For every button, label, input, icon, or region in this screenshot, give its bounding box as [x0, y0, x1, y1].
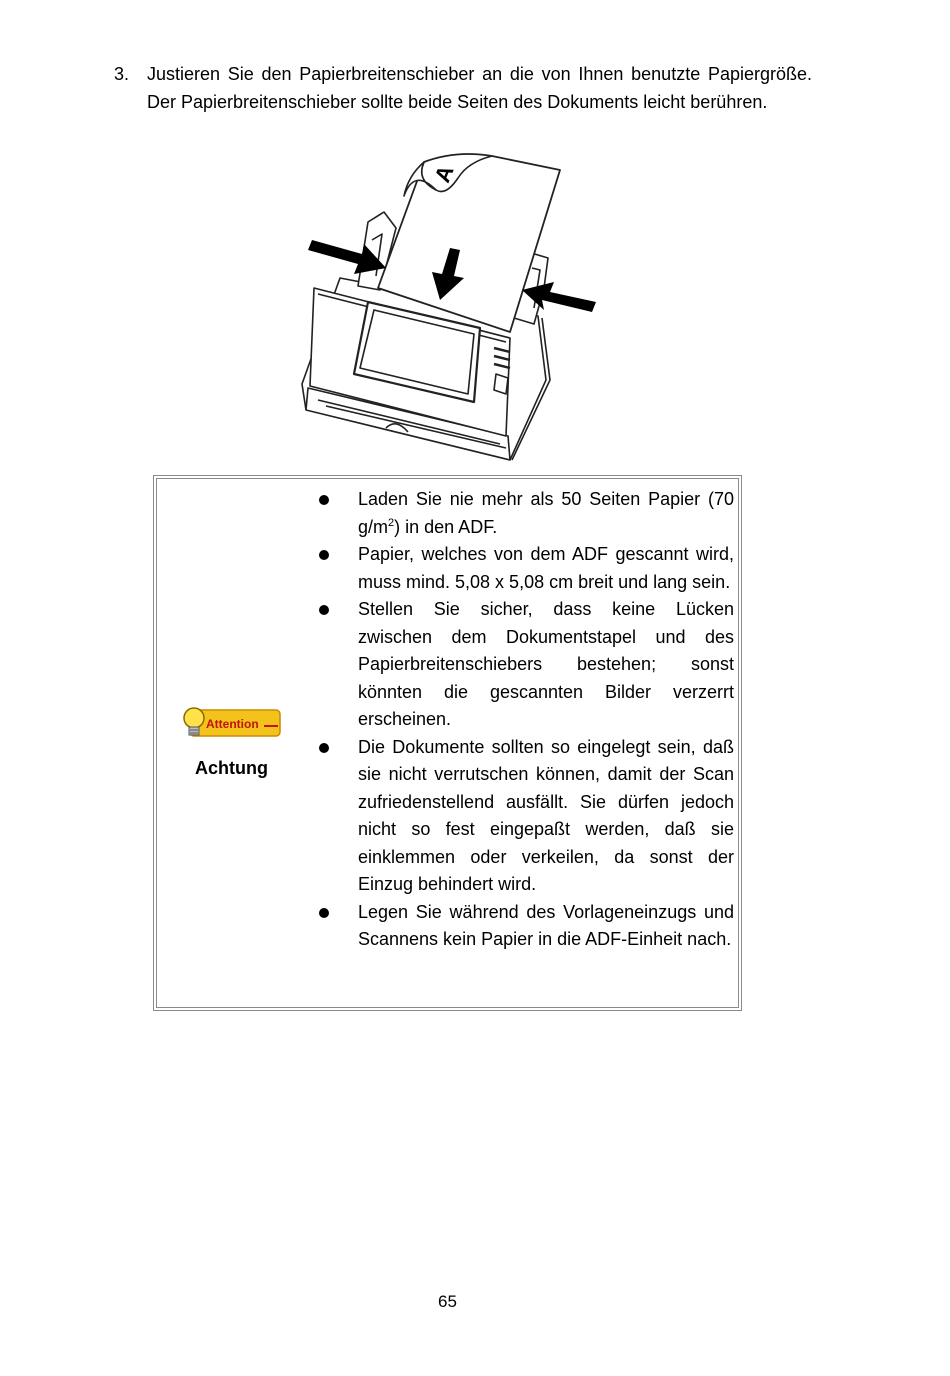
step-number: 3.	[114, 64, 130, 84]
bullet-icon	[319, 743, 329, 753]
bullet-icon	[319, 495, 329, 505]
note-list	[312, 486, 734, 954]
bullet-icon	[319, 908, 329, 918]
attention-badge	[182, 706, 282, 746]
list-item	[312, 596, 734, 734]
scanner-drawing	[296, 148, 608, 470]
step-text: Justieren Sie den Papierbreitenschieber an die von Ihnen benutzte Papiergröße. Der Papierbreitenschieber sollte beide Seiten des Dokuments leicht berühren.	[147, 64, 812, 112]
attention-note-box	[153, 475, 742, 1011]
page-number: 65	[438, 1292, 457, 1311]
list-item	[312, 734, 734, 899]
note-item-text-end: ) in den ADF.	[394, 516, 498, 537]
note-item-text: Papier, welches von dem ADF gescannt wird, muss mind. 5,08 x 5,08 cm breit und lang sein.	[358, 544, 734, 592]
bullet-icon	[319, 605, 329, 615]
note-item-text: Laden Sie nie mehr als 50 Seiten Papier (70 g/m	[358, 489, 734, 537]
paper-letter: A	[429, 161, 459, 186]
list-item	[312, 541, 734, 596]
step-3	[114, 60, 812, 116]
note-item-text: Legen Sie während des Vorlageneinzugs und Scannens kein Papier in die ADF-Einheit nach.	[358, 901, 734, 949]
note-item-text: Die Dokumente sollten so eingelegt sein, daß sie nicht verrutschen können, damit der Scan zufriedenstellend ausfällt. Sie dürfen jedoch nicht so fest eingepaßt werden, daß sie einklemmen oder verkeilen, da sonst der Einzug behindert wird.	[358, 736, 734, 894]
scanner-illustration	[296, 148, 608, 470]
list-item	[312, 486, 734, 541]
note-label: Achtung	[195, 758, 268, 778]
superscript: 2	[388, 516, 395, 529]
bullet-icon	[319, 550, 329, 560]
note-item-text: Stellen Sie sicher, dass keine Lücken zwischen dem Dokumentstapel und des Papierbreitenschiebers bestehen; sonst könnten die gescannten Bilder verzerrt erscheinen.	[358, 599, 734, 729]
list-item	[312, 899, 734, 954]
attention-badge-text: Attention	[206, 717, 259, 731]
